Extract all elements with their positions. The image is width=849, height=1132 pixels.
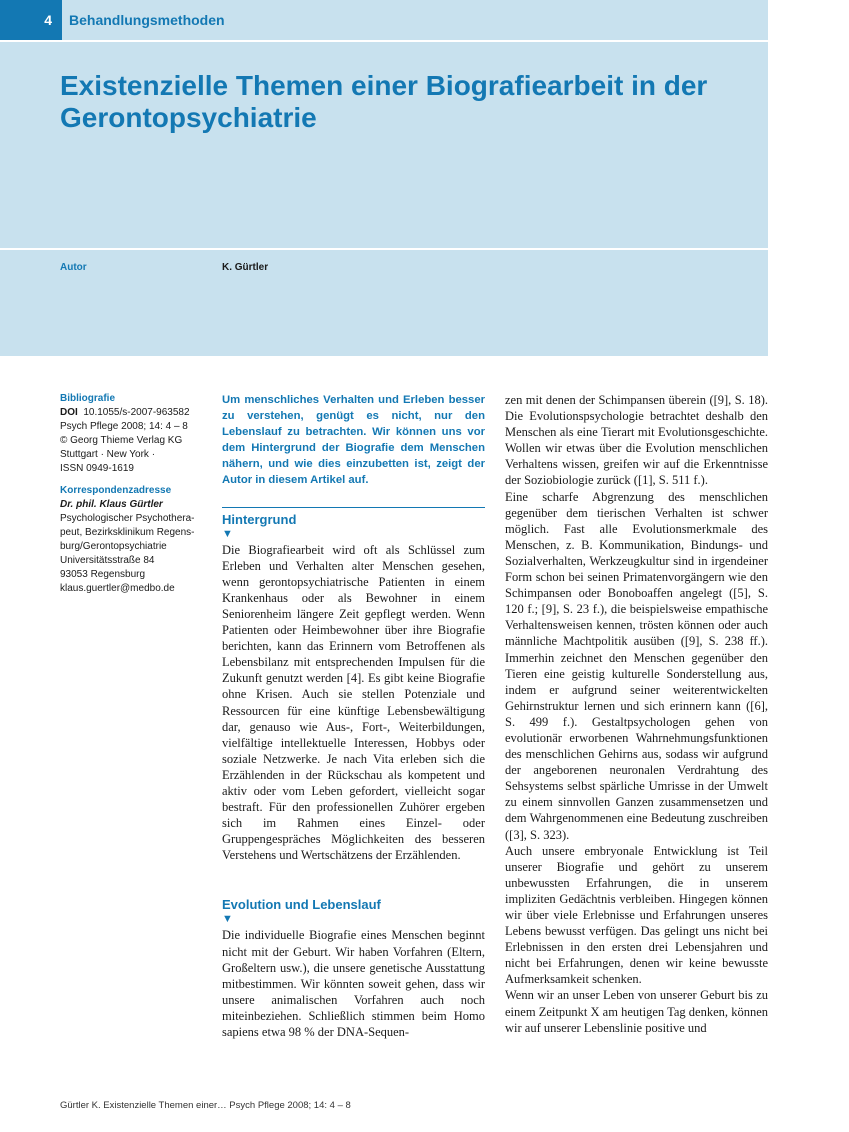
correspondence-heading: Korrespondenzadresse <box>60 485 172 496</box>
triangle-marker-icon: ▼ <box>222 527 233 540</box>
doi-value[interactable]: 10.1055/s-2007-963582 <box>83 407 190 418</box>
section-divider <box>222 507 485 508</box>
correspondence-line: Psychologischer Psychothera- <box>60 513 195 524</box>
paragraph-right-4: Wenn wir an unser Leben von unserer Geburt bis zu einem Zeitpunkt X am heutigen Tag denken, können wir auf unserer Lebenslinie positive und <box>505 988 768 1035</box>
section-heading-hintergrund: Hintergrund <box>222 511 297 527</box>
publisher-line: © Georg Thieme Verlag KG <box>60 435 183 446</box>
doi-line <box>60 406 210 420</box>
correspondence-line: burg/Gerontopsychiatrie <box>60 541 167 552</box>
paragraph-right-1: zen mit denen der Schimpansen überein ([9], S. 18). Die Evolutionspsychologie betrachtet deshalb den Menschen als eine Tierart mit Evolutionsgeschichte. Wollen wir etwas über die Evolution menschlichen Verhaltens wissen, greifen wir auf die Erkenntnisse der Soziobiologie zurück ([1], S. 511 f.). <box>505 393 768 488</box>
bibliography-heading: Bibliografie <box>60 393 116 404</box>
correspondence-line: peut, Bezirksklinikum Regens- <box>60 527 195 538</box>
doi-label: DOI <box>60 407 78 418</box>
footer-citation: Gürtler K. Existenzielle Themen einer… Psych Pflege 2008; 14: 4 – 8 <box>60 1100 351 1111</box>
metadata-sidebar <box>60 392 210 596</box>
correspondence-city: 93053 Regensburg <box>60 569 146 580</box>
section-label: Behandlungsmethoden <box>69 12 225 28</box>
column-middle <box>222 392 485 1040</box>
correspondence-name: Dr. phil. Klaus Gürtler <box>60 499 163 510</box>
header-divider-mid <box>0 248 768 250</box>
city-line: Stuttgart · New York · <box>60 449 156 460</box>
journal-line: Psych Pflege 2008; 14: 4 – 8 <box>60 421 188 432</box>
lead-paragraph: Um menschliches Verhalten und Erleben besser zu verstehen, genügt es nicht, nur den Lebenslauf zu betrachten. Wir können uns vor dem Hintergrund der Biografie dem Menschen nähern, und wie dies einzubetten ist, zeigt der Autor in diesem Artikel auf. <box>222 394 485 487</box>
paragraph-evolution: Die individuelle Biografie eines Menschen beginnt nicht mit der Geburt. Wir haben Vorfahren (Eltern, Großeltern usw.), die unsere genetische Ausstattung mitbestimmen. Wir könnten soweit gehen, dass wir unsere animalischen Vorfahren auch noch miteinbeziehen. Schließlich stimmen beim Homo sapiens etwa 98 % der DNA-Sequen- <box>222 928 485 1039</box>
correspondence-email[interactable]: klaus.guertler@medbo.de <box>60 583 175 594</box>
column-right <box>505 392 768 1036</box>
paragraph-right-3: Auch unsere embryonale Entwicklung ist Teil unserer Biografie und gehört zu unserem unbewussten Erfahrungen, die in unserem impliziten Gedächtnis verbleiben. Hingegen können wir über viele Erlebnisse und Erfahrungen unseres Lebens bewusst verfügen. Das gelingt uns nicht bei Erlebnissen in den ersten drei Lebensjahren und nicht bei Erfahrungen, denen wir keine bewusste Aufmerksamkeit schenken. <box>505 843 768 987</box>
paragraph-right-2: Eine scharfe Abgrenzung des menschlichen gegenüber dem tierischen Verhalten ist schwer möglich. Fast alle Evolutionsmerkmale des Menschen, z. B. Kommunikation, Bindungs- und Sozialverhalten, Werkzeugkultur sind in irgendeiner Form schon bei seinen Primatenvorgängern wie den Schimpansen oder Bonoboaffen angelegt ([5], S. 120 f.; [9], S. 23 f.), die beispielsweise empathische Verhaltensweisen kennen, trösten können oder auch männliche Machtpolitik ausüben ([9], S. 238 ff.). Immerhin zeichnet den Menschen gegenüber den Tieren eine geistig kulturelle Sonderstellung aus, indem er aufgrund seiner weiterentwickelten Gehirnstruktur lernen und sich erinnern kann ([6], S. 499 f.). Gestaltpsychologen gehen von evolutionär erworbenen Wahrnehmungsfunktionen des menschlichen Gehirns aus, sodass wir aufgrund der angeborenen neuronalen Verdrahtung des Sehsystems selbst spärliche Umrisse in der Umwelt zu einem sinnvollen Ganzen zusammensetzen und dem Wahrgenommenen eine Bedeutung zuschreiben ([3], S. 323). <box>505 489 768 842</box>
correspondence-street: Universitätsstraße 84 <box>60 555 155 566</box>
author-name: K. Gürtler <box>222 262 269 273</box>
paragraph-hintergrund: Die Biografiearbeit wird oft als Schlüssel zum Erleben und Verhalten alter Menschen gesehen, wenn gerontopsychiatrische Patienten in einem Krankenhaus oder als Bewohner in einem Seniorenheim längere Zeit gepflegt werden. Wenn Patienten oder Heimbewohner über ihre Biografie berichten, kann das Erinnern vom Betroffenen als Lebensbilanz mit entsprechenden Impulsen für die Zukunft genutzt werden [4]. Es gibt keine Biografie ohne Krisen. Auch sie stellen Potenziale und Ressourcen für eine künftige Lebensbewältigung dar, genauso wie Aus-, Fort-, Weiterbildungen, vielfältige intellektuelle Interessen, Hobbys oder soziale Netzwerke. Je nach Vita erleben sich die Erzählenden in der Rückschau als kompetent und aktiv oder vom Leben gefordert, vielleicht sogar bestraft. Für den professionellen Zuhörer ergeben sich im Rahmen eines Einzel- oder Gruppengespräches Möglichkeiten des besseren Verstehens und Wertschätzens der Erzählenden. <box>222 542 485 863</box>
triangle-marker-icon: ▼ <box>222 913 233 926</box>
issn-line: ISSN 0949-1619 <box>60 463 134 474</box>
page-number: 4 <box>0 0 62 40</box>
header-divider-top <box>0 40 768 42</box>
article-title: Existenzielle Themen einer Biografiearbeit in der Gerontopsychiatrie <box>60 70 708 133</box>
author-label: Autor <box>60 262 87 273</box>
header-panel <box>0 0 768 356</box>
section-heading-evolution: Evolution und Lebenslauf <box>222 897 381 913</box>
